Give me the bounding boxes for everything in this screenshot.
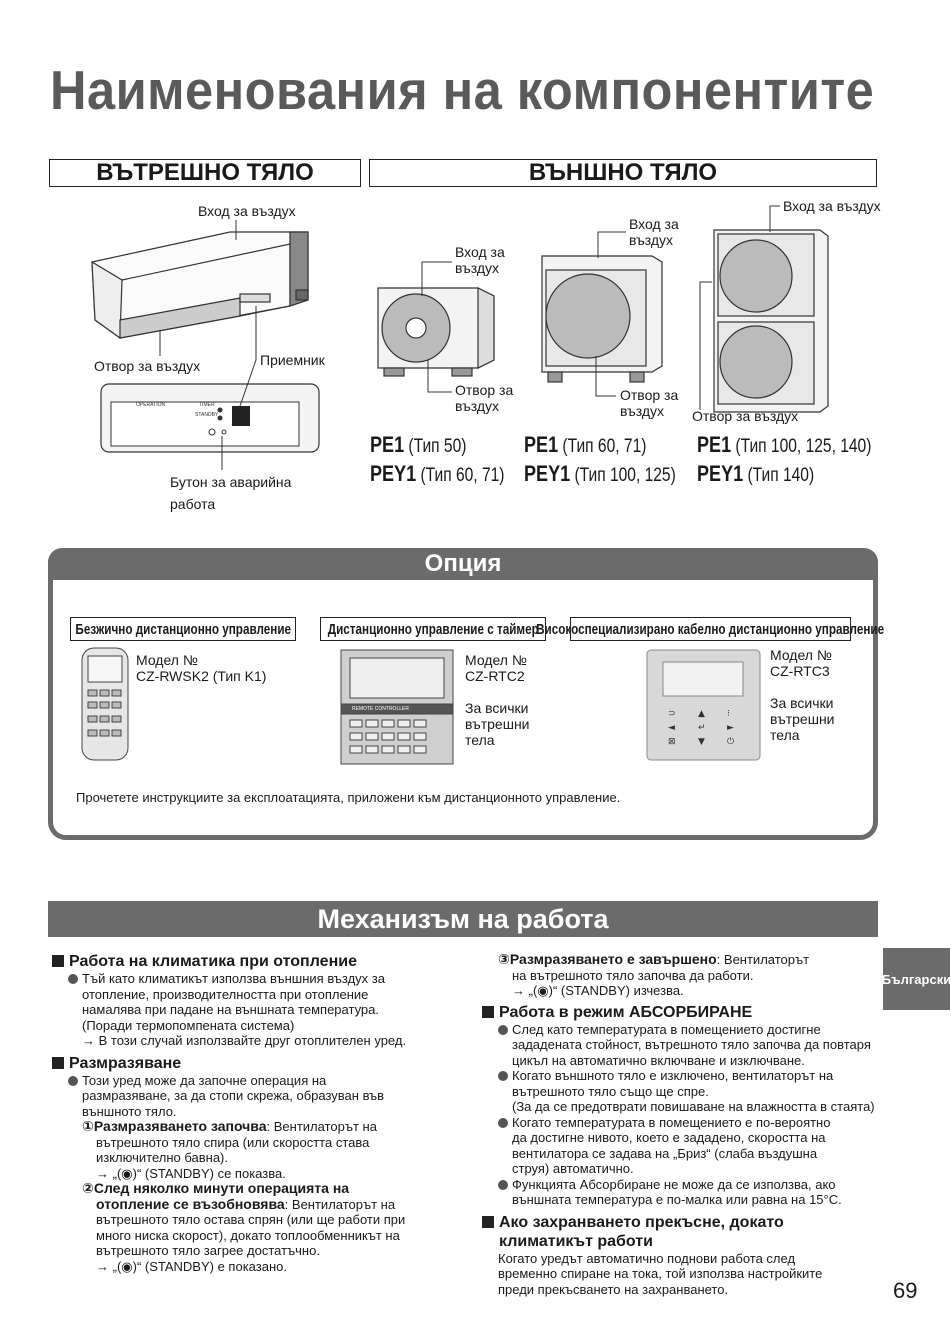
dry-text: След като температурата в помещението достигне зададената стойност, вътрешното тяло започва да повтаря цикъл на автоматично включване и изключване. Когато външното тяло е изключено, вентилаторът на вътрешното тяло също ще спре. (За да се предотврати повишаване на влажността в стаята) Когато температурата в помещението е по-вероятно да достигне нивото, което е зададено, скоростта на вентилатора се задава на „Бриз“ (слаба въздушна струя) автоматично. Функцията Абсорбиране не може да се използва, ако външната температура е по-малка или равна на 15°C. <box>482 1022 882 1208</box>
option-timer-tag: Дистанционно управление с таймер <box>320 617 546 641</box>
timer-model-label-1: Модел № <box>465 652 527 668</box>
panel-standby-label: STANDBY <box>195 412 219 418</box>
defrost-steps: ①Размразяването започва: Вентилаторът на вътрешното тяло спира (или скоростта става изключително бавна). → „(◉)“ (STANDBY) се показва. ②След няколко минути операцията на отопление се възобновява: Вентилаторът на вътрешното тяло остава спрян (или ще работи при много ниска скорост), докато топлообменникът на вътрешното тяло загрее достатъчно. → „(◉)“ (STANDBY) е показано. <box>82 1118 406 1274</box>
rtc2-label: REMOTE CONTROLLER <box>352 706 409 712</box>
svg-text:⁝: ⁝ <box>727 709 730 719</box>
mechanism-right-column <box>482 952 882 1297</box>
svg-text:⏻: ⏻ <box>727 737 735 747</box>
unit1-inlet-label-1: Вход за <box>455 244 505 260</box>
svg-text:↵: ↵ <box>698 723 706 733</box>
power-title: Ако захранването прекъсне, докато климатикът работи <box>482 1213 882 1251</box>
unit1-inlet-label-2: въздух <box>455 260 500 276</box>
option-wired-tag: Високоспециализирано кабелно дистанционно управление <box>570 617 851 641</box>
indoor-air-outlet-label: Отвор за въздух <box>94 358 201 374</box>
option-header: Опция <box>48 548 878 580</box>
model-unit3-pey1: PEY1 (Тип 140) <box>697 461 815 486</box>
language-tab: Български <box>883 948 950 1010</box>
unit2-inlet-label-1: Вход за <box>629 216 679 232</box>
wired-note-3: тела <box>770 727 800 743</box>
emergency-button-label-2: работа <box>170 496 216 512</box>
page-title: Наименования на компонентите <box>50 59 875 121</box>
wired-model-label-2: CZ-RTC3 <box>770 663 830 679</box>
svg-text:⊃: ⊃ <box>668 709 676 719</box>
panel-operation-label: OPERATION <box>136 402 166 408</box>
unit3-outlet-label: Отвор за въздух <box>692 408 799 424</box>
unit2-outlet-label-2: въздух <box>620 403 665 419</box>
timer-model-label-2: CZ-RTC2 <box>465 668 525 684</box>
model-unit2-pe1: PE1 (Тип 60, 71) <box>524 432 647 457</box>
mechanism-left-column <box>52 952 462 1274</box>
svg-text:⊠: ⊠ <box>668 737 676 747</box>
timer-note-2: вътрешни <box>465 716 530 732</box>
wired-note-1: За всички <box>770 695 834 711</box>
panel-timer-label: TIMER <box>199 402 215 408</box>
indoor-header: ВЪТРЕШНО ТЯЛО <box>49 159 361 187</box>
defrost-title: Размразяване <box>52 1054 462 1073</box>
model-unit3-pe1: PE1 (Тип 100, 125, 140) <box>697 432 872 457</box>
defrost-text: Този уред може да започне операция на размразяване, за да стопи скрежа, образуван във външното тяло. <box>52 1073 462 1120</box>
wireless-model-label-2: CZ-RWSK2 (Тип K1) <box>136 668 267 684</box>
option-wireless-tag: Безжично дистанционно управление <box>70 617 296 641</box>
wireless-model-label-1: Модел № <box>136 652 198 668</box>
defrost-step3: ③Размразяването е завършено: Вентилаторът на вътрешното тяло започва да работи. → „(◉)“ (STANDBY) изчезва. <box>498 951 810 998</box>
indoor-air-inlet-label: Вход за въздух <box>198 203 296 219</box>
model-unit1-pe1: PE1 (Тип 50) <box>370 432 467 457</box>
emergency-button-label-1: Бутон за аварийна <box>170 474 292 490</box>
outdoor-header: ВЪНШНО ТЯЛО <box>369 159 877 187</box>
svg-text:▲: ▲ <box>698 709 705 719</box>
heating-text: Тъй като климатикът използва външния въздух за отопление, производителността при отопление намалява при падане на външната температура. (Поради термопомпената система) → В този случай използвайте друг отоплителен уред. <box>52 971 462 1049</box>
unit2-inlet-label-2: въздух <box>629 232 674 248</box>
receiver-label: Приемник <box>260 352 325 368</box>
wired-note-2: вътрешни <box>770 711 835 727</box>
dry-title: Работа в режим АБСОРБИРАНЕ <box>482 1003 882 1022</box>
unit1-outlet-label-2: въздух <box>455 398 500 414</box>
svg-text:►: ► <box>727 723 734 733</box>
page-number: 69 <box>893 1278 918 1303</box>
timer-note-1: За всички <box>465 700 529 716</box>
svg-text:▼: ▼ <box>698 737 705 747</box>
unit1-outlet-label-1: Отвор за <box>455 382 514 398</box>
model-unit1-pey1: PEY1 (Тип 60, 71) <box>370 461 505 486</box>
mechanism-header: Механизъм на работа <box>48 901 878 937</box>
wired-model-label-1: Модел № <box>770 647 832 663</box>
power-text: Когато уредът автоматично поднови работа след временно спиране на тока, той използва настройките преди прекъсването на захранването. <box>498 1250 823 1297</box>
heating-title: Работа на климатика при отопление <box>52 952 462 971</box>
model-unit2-pey1: PEY1 (Тип 100, 125) <box>524 461 676 486</box>
unit3-inlet-label: Вход за въздух <box>783 198 881 214</box>
unit2-outlet-label-1: Отвор за <box>620 387 679 403</box>
option-footnote: Прочетете инструкциите за експлоатацията, приложени към дистанционното управление. <box>76 790 621 805</box>
timer-note-3: тела <box>465 732 495 748</box>
svg-text:◄: ◄ <box>668 723 675 733</box>
